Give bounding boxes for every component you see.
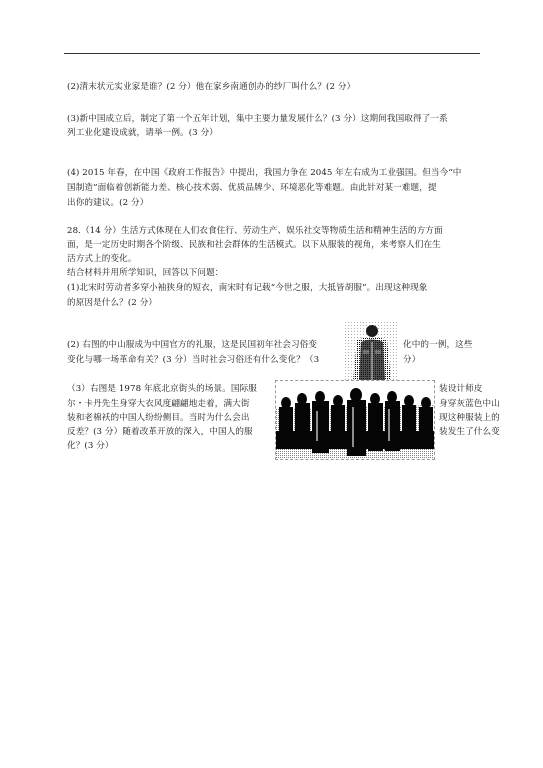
beijing-street-1978-photo — [275, 380, 435, 460]
question-qing-industrialist: (2)清末状元实业家是谁？(2 分）他在家乡南通创办的纱厂叫什么？(2 分） — [67, 82, 356, 92]
question-28-1-line1: (1)北宋时劳动者多穿小袖狭身的短衣，南宋时有记载“今世之服，大抵皆胡服”。出现这种现象 — [67, 283, 428, 293]
question-28-1-line2: 的原因是什么？(2 分） — [67, 298, 158, 308]
question-28-3-left-line1: （3）右图是 1978 年底北京街头的场景。国际服 — [67, 384, 257, 394]
question-28-3-left-line5: 化？(3 分） — [67, 441, 114, 451]
question-newchina-line1: (3)新中国成立后，制定了第一个五年计划，集中主要力量发展什么？(3 分）这期间我国取得了一系 — [67, 114, 448, 124]
question-28-3-right-line1: 装设计师皮 — [439, 384, 483, 394]
question-28-3-right-line4: 装发生了什么变 — [439, 427, 500, 437]
question-2015-line1: (4) 2015 年春，在中国《政府工作报告》中提出，我国力争在 2045 年左右成为工业强国。但当今“中 — [67, 168, 462, 178]
header-rule — [64, 53, 480, 54]
question-28-3-left-line4: 反差？(3 分）随着改革开放的深入，中国人的服 — [67, 427, 253, 437]
question-28-2-left-line2: 变化与哪一场革命有关？(3 分）当时社会习俗还有什么变化？（3 — [67, 355, 320, 365]
question-28-intro-line1: 28.（14 分）生活方式体现在人们衣食住行、劳动生产、娱乐社交等物质生活和精神生活的方方面 — [67, 226, 443, 236]
question-28-2-right-line2: 分） — [403, 355, 421, 365]
question-28-3-right-line3: 现这种服装上的 — [439, 413, 500, 423]
question-newchina-line2: 列工业化建设成就，请举一例。(3 分） — [67, 128, 218, 138]
question-2015-line2: 国制造”面临着创新能力差、核心技术弱、优质品牌少、环境恶化等难题。由此针对某一难题，提 — [67, 183, 437, 193]
question-28-instruction: 结合材料并用所学知识，回答以下问题： — [67, 268, 224, 278]
question-28-3-left-line3: 装和老棉袄的中国人纷纷侧目。当时为什么会出 — [67, 413, 250, 423]
question-28-2-left-line1: (2) 右图的中山服成为中国官方的礼服，这是民国初年社会习俗变 — [67, 340, 318, 350]
zhongshan-suit-photo — [345, 322, 399, 380]
question-2015-line3: 出你的建议。(2 分） — [67, 198, 149, 208]
question-28-2-right-line1: 化中的一例，这些 — [403, 340, 473, 350]
question-28-3-left-line2: 尔・卡丹先生身穿大衣风度翩翩地走着，满大街 — [67, 399, 250, 409]
question-28-3-right-line2: 身穿灰蓝色中山 — [439, 399, 500, 409]
question-28-intro-line3: 活方式上的变化。 — [67, 254, 137, 264]
question-28-intro-line2: 面，是一定历史时期各个阶级、民族和社会群体的生活模式。以下从服装的视角，来考察人们在生 — [67, 240, 441, 250]
